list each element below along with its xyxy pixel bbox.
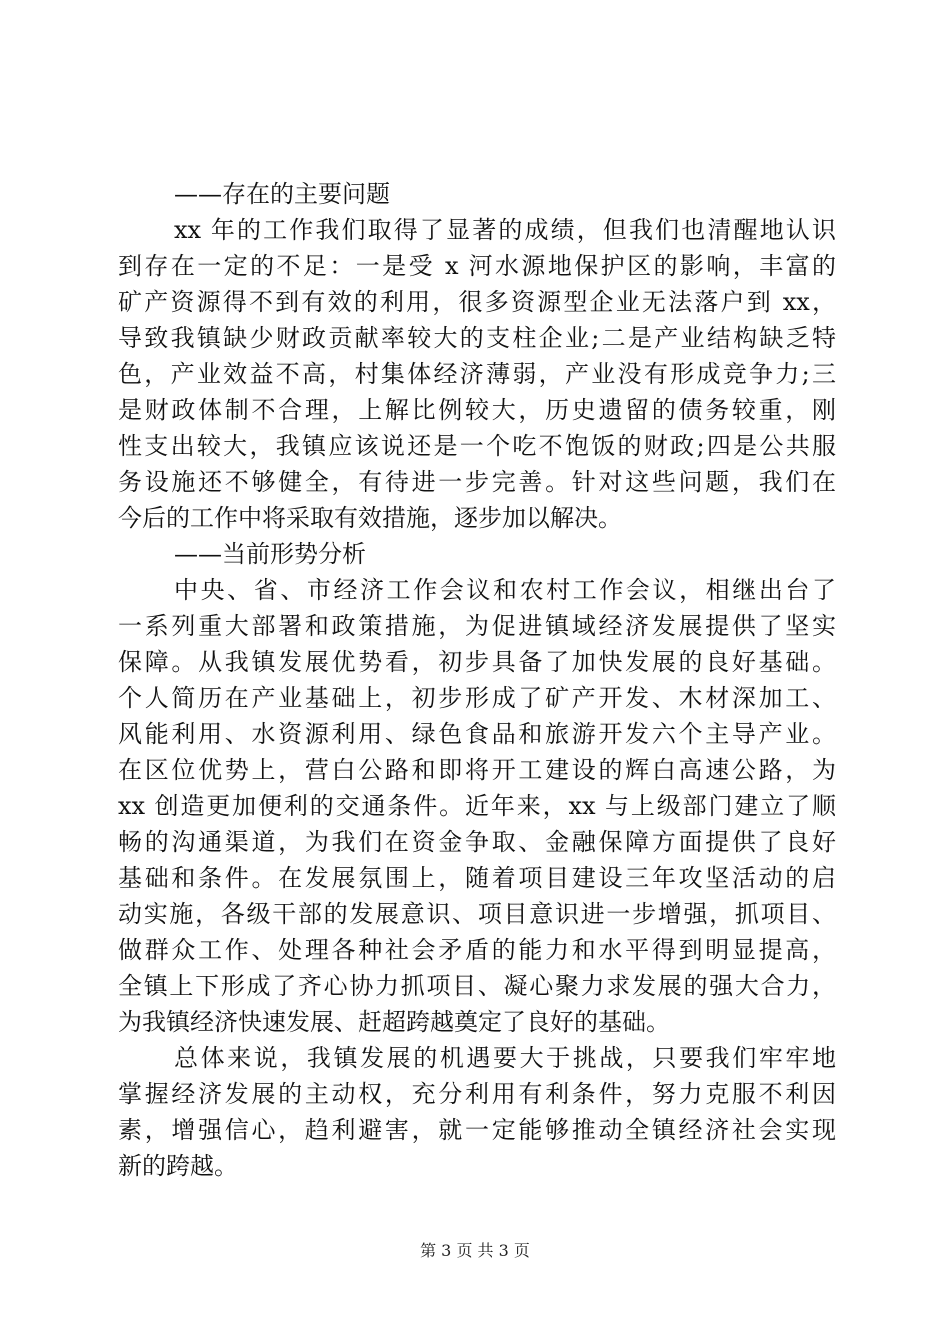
text-line: 今后的工作中将采取有效措施，逐步加以解决。 [118, 504, 622, 532]
text-line: 在区位优势上，营白公路和即将开工建设的辉白高速公路，为 [118, 756, 836, 784]
text-line: 掌握经济发展的主动权，充分利用有利条件，努力克服不利因 [118, 1080, 836, 1108]
text-line: 性支出较大，我镇应该说还是一个吃不饱饭的财政;四是公共服 [118, 432, 836, 460]
text-line: 素，增强信心，趋利避害，就一定能够推动全镇经济社会实现 [118, 1116, 836, 1144]
text-line: 总体来说，我镇发展的机遇要大于挑战，只要我们牢牢地 [174, 1044, 836, 1072]
text-line: 个人简历在产业基础上，初步形成了矿产开发、木材深加工、 [118, 684, 836, 712]
text-line: 导致我镇缺少财政贡献率较大的支柱企业;二是产业结构缺乏特 [118, 324, 836, 352]
text-line: 矿产资源得不到有效的利用，很多资源型企业无法落户到 xx， [118, 288, 836, 316]
text-line: 是财政体制不合理，上解比例较大，历史遗留的债务较重，刚 [118, 396, 836, 424]
text-line: ——存在的主要问题 [174, 180, 390, 208]
text-line: 新的跨越。 [118, 1152, 238, 1180]
text-line: xx 年的工作我们取得了显著的成绩，但我们也清醒地认识 [174, 216, 836, 244]
text-line: 畅的沟通渠道，为我们在资金争取、金融保障方面提供了良好 [118, 828, 836, 856]
text-line: xx 创造更加便利的交通条件。近年来，xx 与上级部门建立了顺 [118, 792, 836, 820]
page-footer: 第 3 页 共 3 页 [420, 1241, 530, 1260]
text-line: 做群众工作、处理各种社会矛盾的能力和水平得到明显提高， [118, 936, 836, 964]
text-line: 一系列重大部署和政策措施，为促进镇域经济发展提供了坚实 [118, 612, 836, 640]
text-line: 动实施，各级干部的发展意识、项目意识进一步增强，抓项目、 [118, 900, 836, 928]
text-line: 色，产业效益不高，村集体经济薄弱，产业没有形成竞争力;三 [118, 360, 836, 388]
text-line: 保障。从我镇发展优势看，初步具备了加快发展的良好基础。 [118, 648, 836, 676]
text-line: 务设施还不够健全，有待进一步完善。针对这些问题，我们在 [118, 468, 836, 496]
document-body [118, 176, 836, 1184]
text-line: 全镇上下形成了齐心协力抓项目、凝心聚力求发展的强大合力， [118, 972, 836, 1000]
text-line: 基础和条件。在发展氛围上，随着项目建设三年攻坚活动的启 [118, 864, 836, 892]
text-line: ——当前形势分析 [174, 540, 366, 568]
text-line: 为我镇经济快速发展、赶超跨越奠定了良好的基础。 [118, 1008, 670, 1036]
text-line: 到存在一定的不足：一是受 x 河水源地保护区的影响，丰富的 [118, 252, 836, 280]
text-line: 中央、省、市经济工作会议和农村工作会议，相继出台了 [174, 576, 836, 604]
text-line: 风能利用、水资源利用、绿色食品和旅游开发六个主导产业。 [118, 720, 836, 748]
